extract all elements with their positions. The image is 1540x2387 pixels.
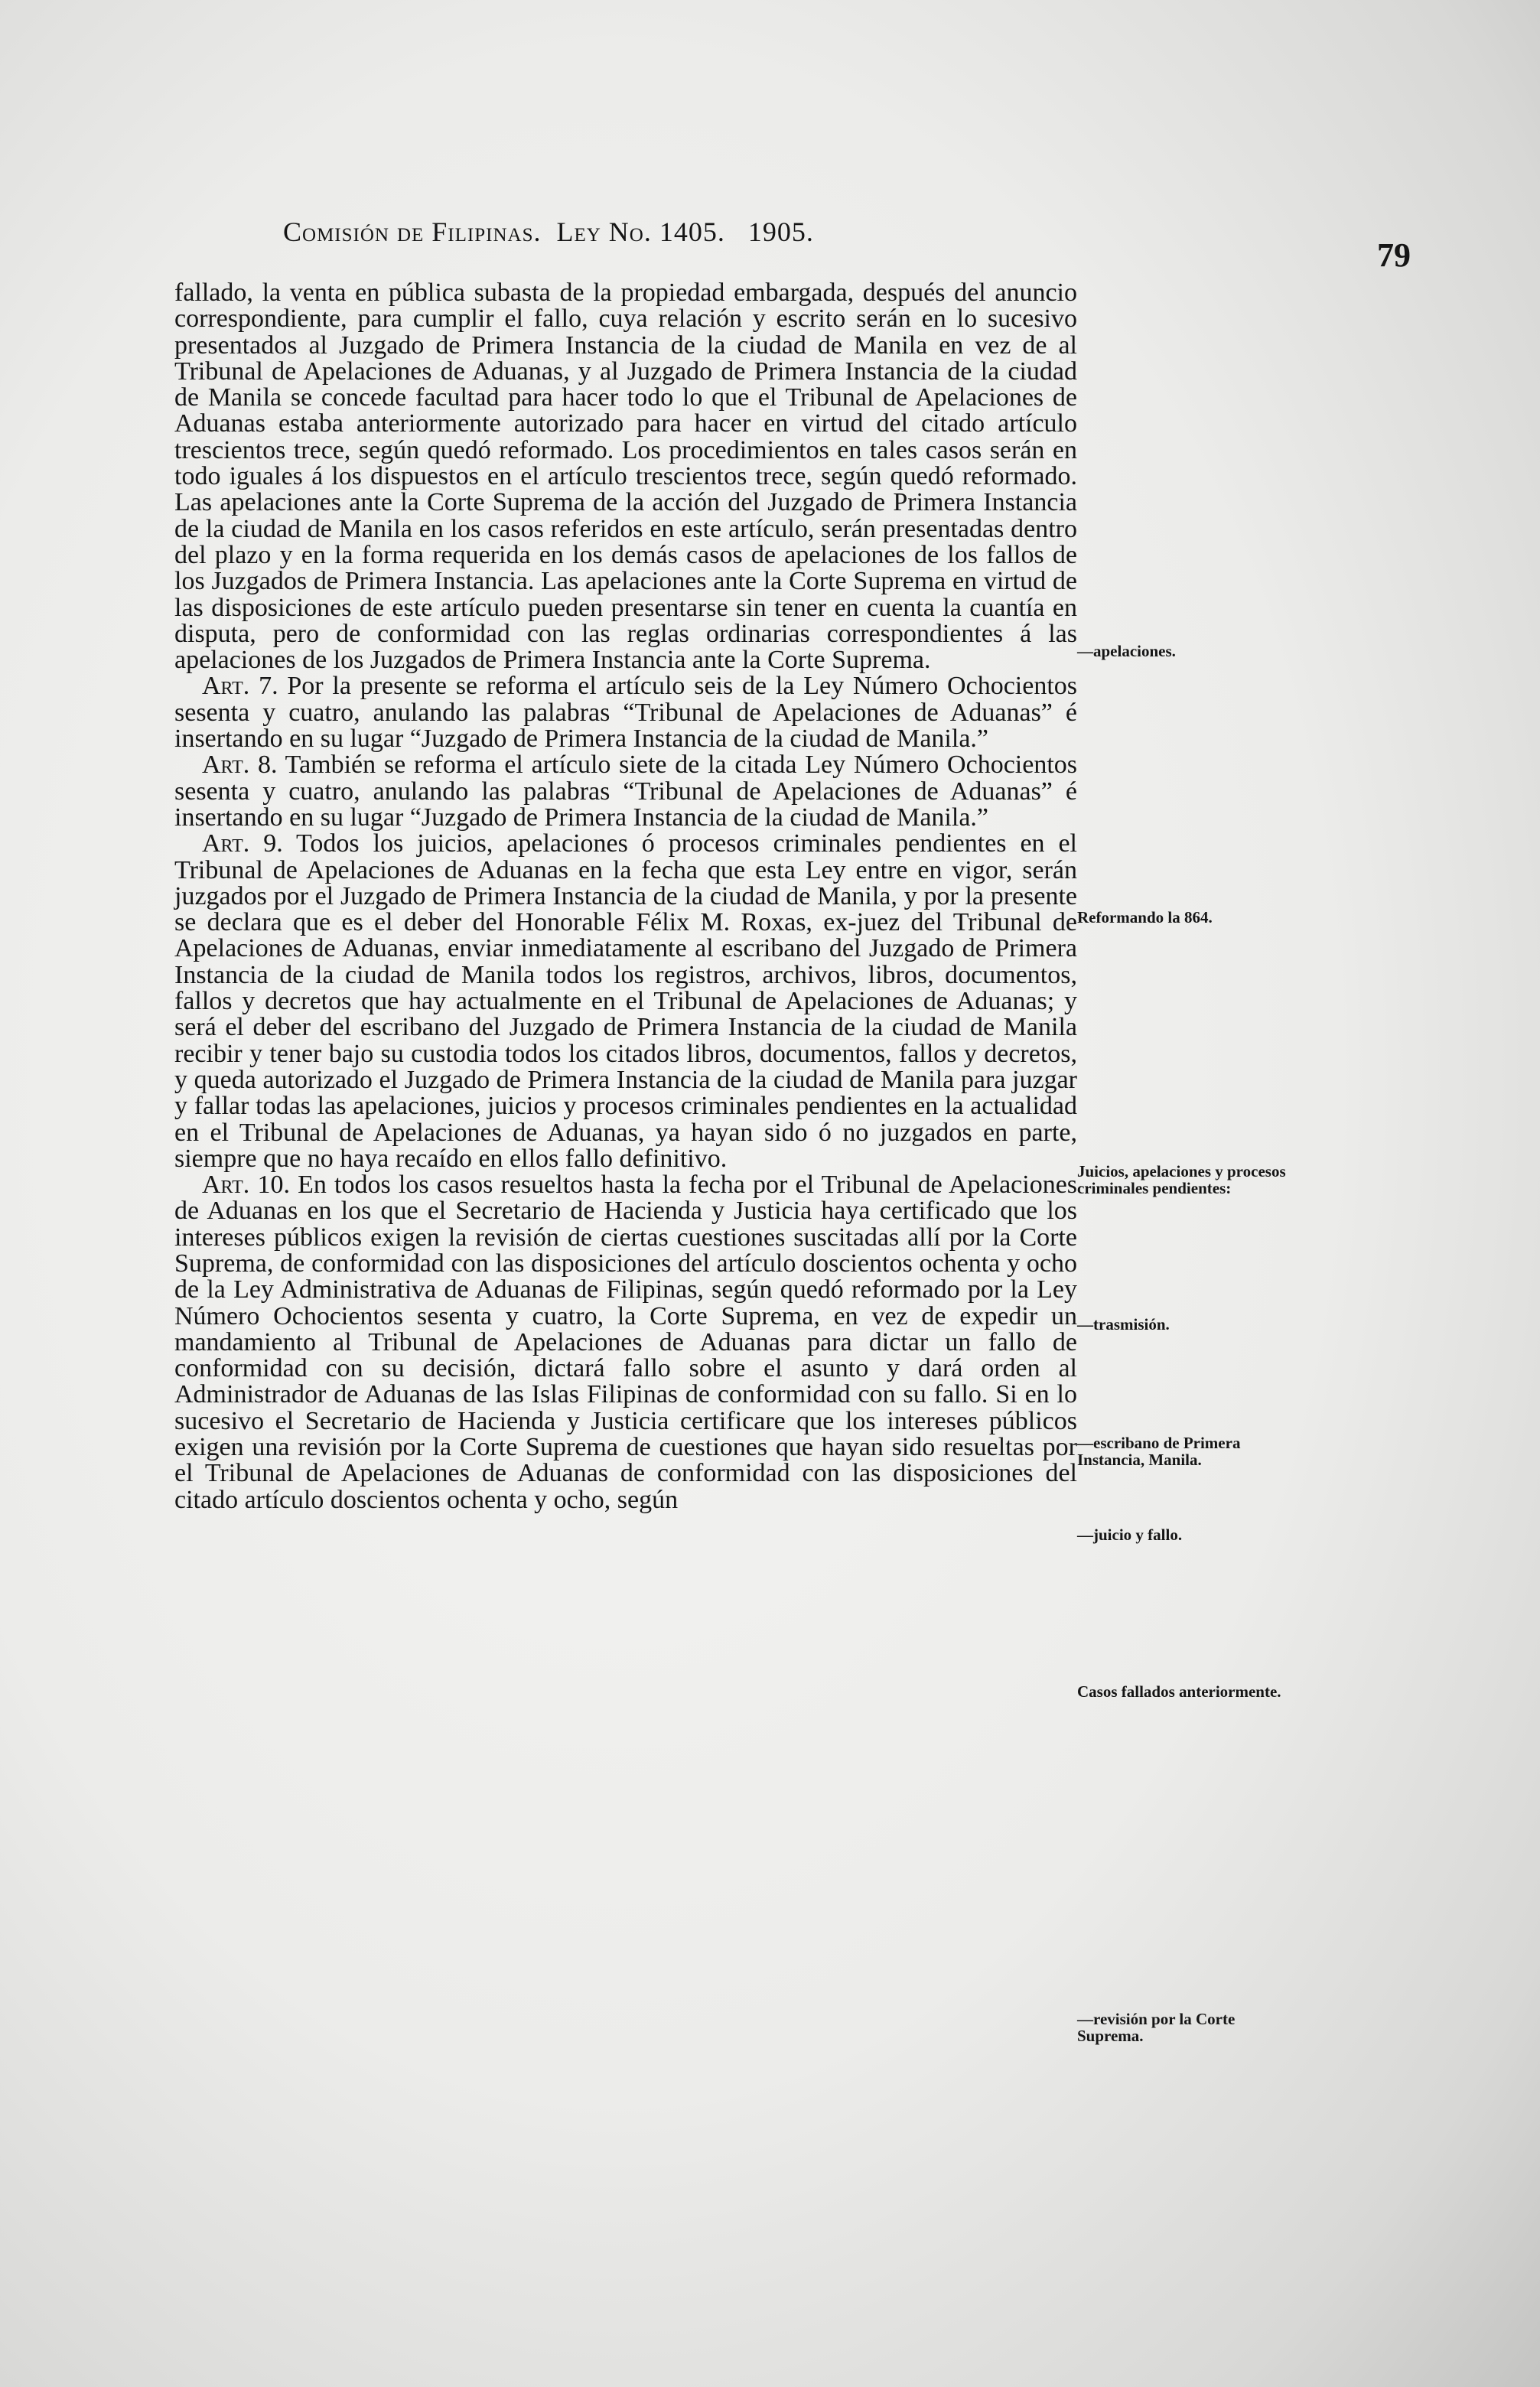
sidenote-reformando: Reformando la 864.: [1077, 908, 1213, 926]
paragraph-article-10: [174, 1172, 1077, 1513]
body-text: [174, 280, 1077, 1513]
sidenote-casos-fallados: Casos fallados anteriormente.: [1077, 1682, 1281, 1701]
article-label: Art. 9.: [202, 829, 283, 858]
sidenote-apelaciones: —apelaciones.: [1077, 642, 1176, 660]
sidenote-escribano: —escribano de Primera Instancia, Manila.: [1077, 1434, 1241, 1469]
paragraph-article-7: [174, 673, 1077, 752]
paragraph-text: Todos los juicios, apelaciones ó procesos criminales pendientes en el Tribunal de Apelaciones de Aduanas en la fecha que esta Ley entre en vigor, serán juzgados por el Juzgado de Primera Instancia de la ciudad de Manila, y por la presente se declara que es el deber del Honorable Félix M. Roxas, ex-juez del Tribunal de Apelaciones de Aduanas, enviar inmediatamente al escribano del Juzgado de Primera Instancia de la ciudad de Manila todos los registros, archivos, libros, documentos, fallos y decretos que hay actualmente en el Tribunal de Apelaciones de Aduanas; y será el deber del escribano del Juzgado de Primera Instancia de la ciudad de Manila recibir y tener bajo su custodia todos los citados libros, documentos, fallos y decretos, y queda autorizado el Juzgado de Primera Instancia de la ciudad de Manila para juzgar y fallar todas las apelaciones, juicios y procesos criminales pendientes en la actualidad en el Tribunal de Apelaciones de Aduanas, ya hayan sido ó no juzgados en parte, siempre que no haya recaído en ellos fallo definitivo.: [174, 829, 1077, 1173]
paragraph-article-9: [174, 831, 1077, 1172]
paragraph-article-8: [174, 752, 1077, 831]
header-year: 1905.: [747, 217, 814, 247]
sidenote-revision: —revisión por la Corte Suprema.: [1077, 2010, 1236, 2045]
page-number: 79: [1377, 236, 1411, 274]
sidenote-juicio-fallo: —juicio y fallo.: [1077, 1526, 1183, 1544]
paragraph-text: En todos los casos resueltos hasta la fecha por el Tribunal de Apelaciones de Aduanas en los que el Secretario de Hacienda y Justicia haya certificado que los intereses públicos exigen la revisión de ciertas cuestiones suscitadas allí por la Corte Suprema, de conformidad con las disposiciones del artículo doscientos ochenta y ocho de la Ley Administrativa de Aduanas de Filipinas, según quedó reformado por la Ley Número Ochocientos sesenta y cuatro, la Corte Suprema, en vez de expedir un mandamiento al Tribunal de Apelaciones de Aduanas para dictar un fallo de conformidad con su decisión, dictará fallo sobre el asunto y dará orden al Administrador de Aduanas de las Islas Filipinas de conformidad con su fallo. Si en lo sucesivo el Secretario de Hacienda y Justicia certificare que los intereses públicos exigen una revisión por la Corte Suprema de cuestiones que hayan sido resueltas por el Tribunal de Apelaciones de Aduanas de conformidad con las disposiciones del citado artículo doscientos ochenta y ocho, según: [174, 1171, 1078, 1514]
article-label: Art. 7.: [202, 672, 278, 701]
header-law: Ley No. 1405.: [556, 217, 725, 247]
sidenote-juicios-pendientes: Juicios, apelaciones y procesos criminales pendientes:: [1077, 1162, 1286, 1197]
running-header: [283, 216, 814, 248]
article-label: Art. 10.: [202, 1171, 290, 1200]
article-label: Art. 8.: [202, 751, 278, 780]
paragraph-continuation: [174, 280, 1077, 673]
header-commission: Comisión de Filipinas.: [283, 217, 542, 247]
paragraph-text: También se reforma el artículo siete de la citada Ley Número Ochocientos sesenta y cuatro, anulando las palabras “Tribunal de Apelaciones de Aduanas” é insertando en su lugar “Juzgado de Primera Instancia de la ciudad de Manila.”: [174, 751, 1077, 832]
paragraph-text: Por la presente se reforma el artículo seis de la Ley Número Ochocientos sesenta y cuatro, anulando las palabras “Tribunal de Apelaciones de Aduanas” é insertando en su lugar “Juzgado de Primera Instancia de la ciudad de Manila.”: [174, 672, 1078, 754]
paragraph-text: fallado, la venta en pública subasta de la propiedad embargada, después del anuncio correspondiente, para cumplir el fallo, cuya relación y escrito serán en lo sucesivo presentados al Juzgado de Primera Instancia de la ciudad de Manila en vez de al Tribunal de Apelaciones de Aduanas, y al Juzgado de Primera Instancia de la ciudad de Manila se concede facultad para hacer todo lo que el Tribunal de Apelaciones de Aduanas estaba anteriormente autorizado para hacer en virtud del citado artículo trescientos trece, según quedó reformado. Los procedimientos en tales casos serán en todo iguales á los dispuestos en el artículo trescientos trece, según quedó reformado. Las apelaciones ante la Corte Suprema de la acción del Juzgado de Primera Instancia de la ciudad de Manila en los casos referidos en este artículo, serán presentadas dentro del plazo y en la forma requerida en los demás casos de apelaciones de los fallos de los Juzgados de Primera Instancia. Las apelaciones ante la Corte Suprema en virtud de las disposiciones de este artículo pueden presentarse sin tener en cuenta la cuantía en disputa, pero de conformidad con las reglas ordinarias correspondientes á las apelaciones de los Juzgados de Primera Instancia ante la Corte Suprema.: [174, 278, 1077, 675]
sidenote-trasmision: —trasmisión.: [1077, 1315, 1170, 1334]
